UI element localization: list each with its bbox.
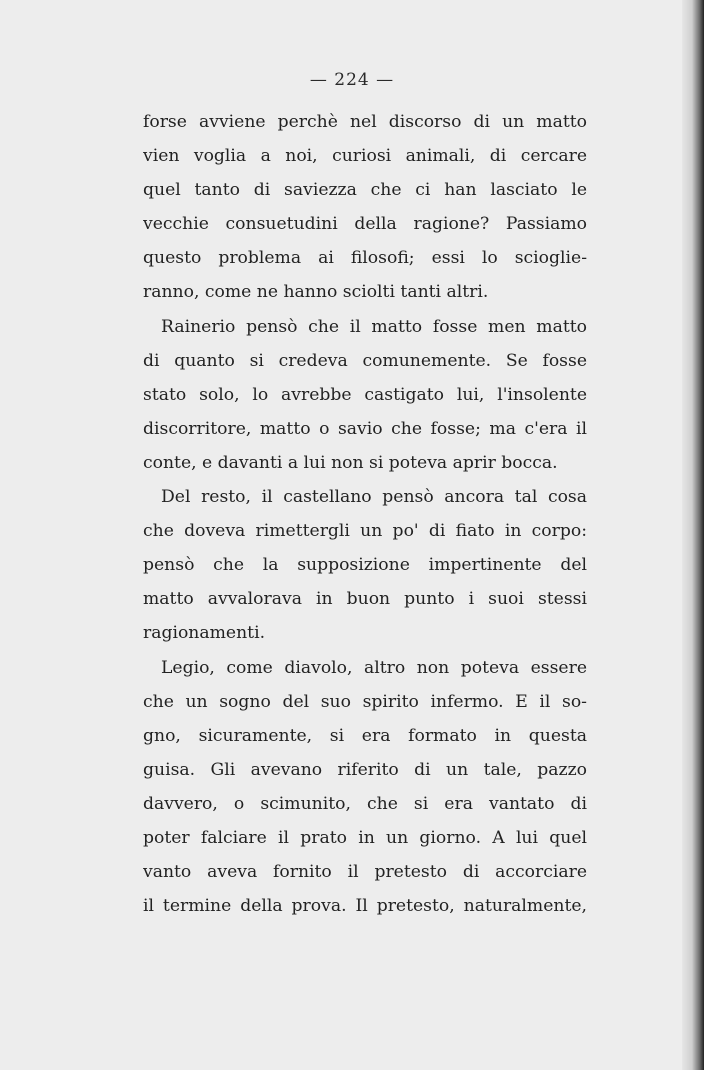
text-line: vien voglia a noi, curiosi animali, di cercare (143, 146, 587, 167)
text-line: ragionamenti. (143, 623, 266, 644)
text-line: davvero, o scimunito, che si era vantato di (143, 793, 587, 814)
text-line: il termine della prova. Il pretesto, naturalmente, (143, 896, 587, 917)
text-line: conte, e davanti a lui non si poteva aprir bocca. (143, 452, 558, 473)
text-line: stato solo, lo avrebbe castigato lui, l'insolente (143, 384, 587, 405)
text-line: discorritore, matto o savio che fosse; ma c'era il (143, 418, 587, 439)
body-text (143, 105, 587, 923)
page-edge-shadow (682, 0, 704, 1070)
text-line: che doveva rimettergli un po' di fiato in corpo: (143, 521, 587, 542)
text-line: poter falciare il prato in un giorno. A lui quel (143, 827, 587, 848)
text-line: di quanto si credeva comunemente. Se fosse (143, 350, 587, 371)
text-line: Del resto, il castellano pensò ancora tal cosa (161, 487, 587, 508)
text-line: quel tanto di saviezza che ci han lasciato le (143, 180, 587, 201)
text-line: guisa. Gli avevano riferito di un tale, pazzo (143, 759, 587, 780)
text-line: matto avvalorava in buon punto i suoi stessi (143, 589, 587, 610)
text-line: vanto aveva fornito il pretesto di accorciare (143, 862, 587, 883)
text-line: forse avviene perchè nel discorso di un matto (143, 112, 587, 132)
text-line: che un sogno del suo spirito infermo. E il so- (143, 691, 587, 712)
text-line: gno, sicuramente, si era formato in questa (143, 725, 587, 746)
text-line: questo problema ai filosofi; essi lo scioglie- (143, 248, 587, 269)
page-number: — 224 — (309, 70, 395, 90)
text-line: Legio, come diavolo, altro non poteva essere (161, 657, 587, 678)
text-line: ranno, come ne hanno sciolti tanti altri. (143, 282, 489, 303)
text-line: Rainerio pensò che il matto fosse men matto (161, 316, 587, 337)
text-line: vecchie consuetudini della ragione? Passiamo (143, 214, 587, 235)
text-line: pensò che la supposizione impertinente del (143, 555, 587, 576)
